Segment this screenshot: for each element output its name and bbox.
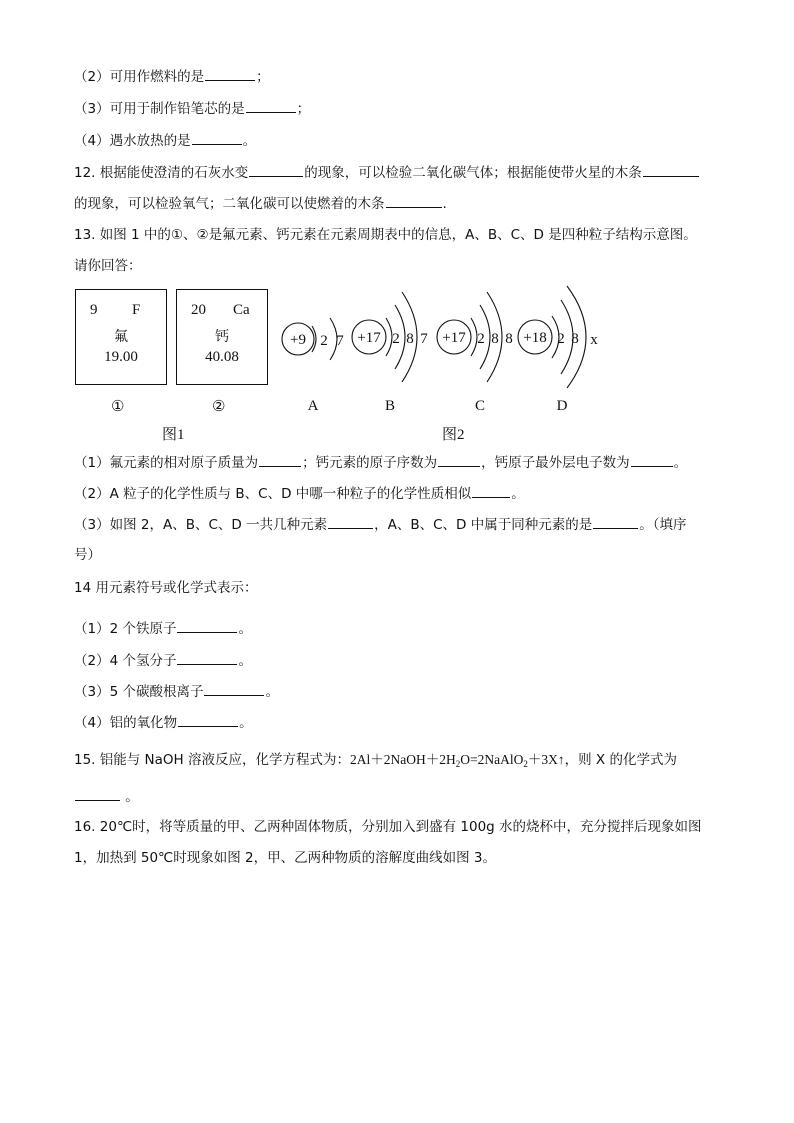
- answer-blank[interactable]: [177, 650, 237, 665]
- q14-sub2: （2）4 个氢分子 。: [74, 650, 252, 671]
- answer-blank[interactable]: [204, 681, 264, 696]
- particle-structure-diagrams: [0, 0, 794, 450]
- q13-sub3-cont: 号）: [74, 547, 101, 563]
- chemical-equation: $2Al+2NaOH+2H_2O=2NaAlO_2+3X↑$: [350, 752, 565, 769]
- particle-d-shell-count: x: [590, 332, 598, 348]
- particle-a-shell-count: 2: [320, 333, 328, 349]
- q13-sub3: （3）如图 2，A、B、C、D 一共几种元素 ，A、B、C、D 中属于同种元素的是 。（填序: [74, 514, 686, 535]
- particle-c-shell-count: 8: [491, 331, 499, 347]
- q15-line2: 。: [74, 786, 139, 807]
- fig1-label-1: ①: [111, 399, 125, 415]
- q13-sub1: （1）氟元素的相对原子质量为 ；钙元素的原子序数为 ，钙原子最外层电子数为 。: [74, 452, 687, 473]
- element-card-fluorine: 9 F 氟 19.00: [75, 289, 167, 385]
- q14-sub3: （3）5 个碳酸根离子 。: [74, 681, 279, 702]
- q13-sub2: （2）A 粒子的化学性质与 B、C、D 中哪一种粒子的化学性质相似 。: [74, 483, 525, 504]
- particle-b-label: B: [384, 398, 396, 414]
- particle-d-shell-count: 2: [557, 331, 565, 347]
- particle-c-shell-1: [471, 318, 477, 356]
- q14-intro: 14 用元素符号或化学式表示：: [74, 580, 258, 596]
- particle-d-label: D: [556, 398, 568, 414]
- particle-c-nucleus-charge: +17: [442, 330, 466, 346]
- fig1-label-2: ②: [212, 399, 226, 415]
- particle-d-nucleus-charge: +18: [523, 330, 547, 346]
- particle-b-nucleus-charge: +17: [357, 330, 381, 346]
- q15-line1: 15. 铝能与 NaOH 溶液反应，化学方程式为：$2Al+2NaOH+2H_2O=2NaAlO_2+3X↑$，则 X 的化学式为: [74, 752, 677, 769]
- fig2-caption: 图2: [442, 427, 465, 443]
- q12-line1: 12. 根据能使澄清的石灰水变 的现象，可以检验二氧化碳气体；根据能使带火星的木条: [74, 162, 700, 183]
- particle-b-shell-1: [386, 318, 392, 356]
- answer-blank[interactable]: [328, 514, 373, 529]
- q14-sub4: （4）铝的氧化物 。: [74, 712, 253, 733]
- answer-blank[interactable]: [593, 514, 638, 529]
- answer-blank[interactable]: [178, 712, 238, 727]
- particle-b-shell-count: 8: [406, 331, 414, 347]
- particle-a-label: A: [307, 398, 319, 414]
- particle-a-shell-count: 7: [336, 333, 344, 349]
- q16-line2: 1，加热到 50℃时现象如图 2，甲、乙两种物质的溶解度曲线如图 3。: [74, 850, 496, 866]
- answer-blank[interactable]: [631, 452, 673, 467]
- q16-line1: 16. 20℃时，将等质量的甲、乙两种固体物质，分别加入到盛有 100g 水的烧杯中，充分搅拌后现象如图: [74, 819, 702, 835]
- q13-intro: 13. 如图 1 中的①、②是氟元素、钙元素在元素周期表中的信息，A、B、C、D 是四种粒子结构示意图。: [74, 227, 697, 243]
- q13-intro-cont: 请你回答：: [74, 258, 142, 274]
- q11-sub3: （3）可用于制作铅笔芯的是 ；: [74, 98, 310, 119]
- particle-d-shell-count: 8: [571, 331, 579, 347]
- particle-b-shell-count: 7: [420, 331, 428, 347]
- element-card-calcium: 20 Ca 钙 40.08: [176, 289, 268, 385]
- particle-c-shell-count: 8: [505, 331, 513, 347]
- q12-line2: 的现象，可以检验氧气；二氧化碳可以使燃着的木条 .: [74, 193, 447, 214]
- particle-c-shell-count: 2: [477, 331, 485, 347]
- particle-a-nucleus-charge: +9: [290, 332, 306, 348]
- answer-blank[interactable]: [438, 452, 480, 467]
- q11-sub2: （2）可用作燃料的是 ；: [74, 66, 270, 87]
- q14-sub1: （1）2 个铁原子 。: [74, 618, 252, 639]
- answer-blank[interactable]: [177, 618, 237, 633]
- particle-c-label: C: [474, 398, 486, 414]
- answer-blank[interactable]: [259, 452, 301, 467]
- answer-blank[interactable]: [472, 483, 510, 498]
- fig1-caption: 图1: [162, 427, 185, 443]
- q11-sub4: （4）遇水放热的是 。: [74, 130, 256, 151]
- answer-blank[interactable]: [75, 786, 120, 801]
- particle-b-shell-count: 2: [392, 331, 400, 347]
